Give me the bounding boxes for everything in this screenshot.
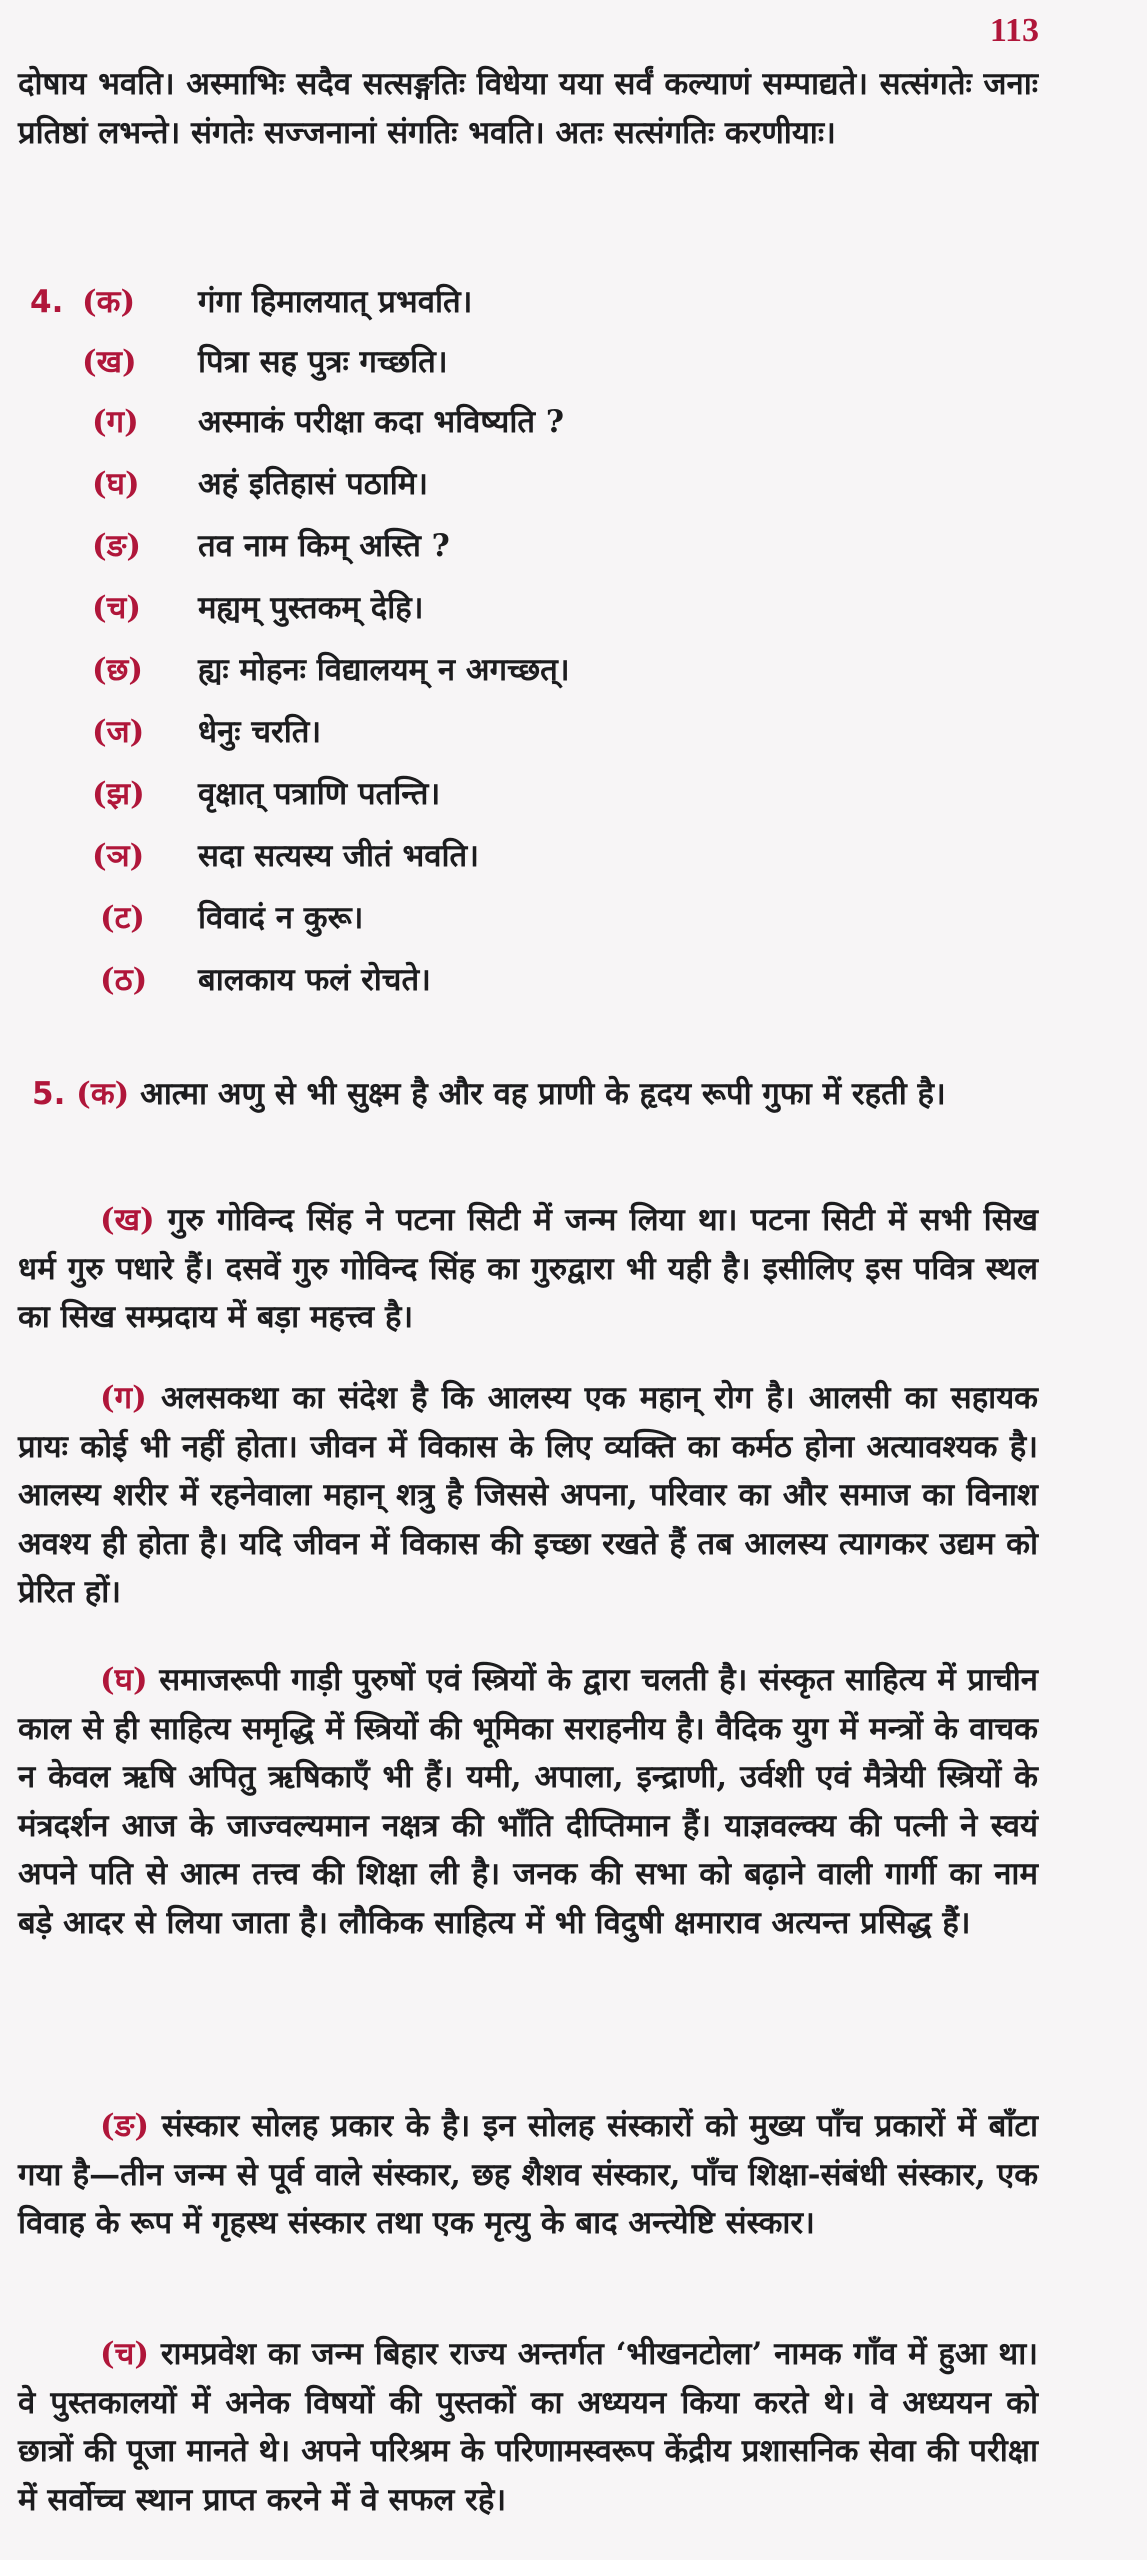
item-text: बालकाय फलं रोचते।	[198, 962, 431, 998]
item-text: मह्यम् पुस्तकम् देहि।	[198, 590, 424, 626]
page-number: 113	[989, 12, 1039, 49]
q4-item	[0, 702, 1100, 762]
q5-answer-ka	[18, 1070, 1038, 1119]
item-label: (ट)	[100, 900, 145, 936]
answer-text: समाजरूपी गाड़ी पुरुषों एवं स्त्रियों के द्वारा चलती है। संस्कृत साहित्य में प्राचीन काल से ही साहित्य समृद्धि में स्त्रियों की भूमिका सराहनीय है। वैदिक युग में मन्त्रों के वाचक न केवल ऋषि अपितु ऋषिकाएँ भी हैं। यमी, अपाला, इन्द्राणी, उर्वशी एवं मैत्रेयी स्त्रियों के मंत्रदर्शन आज के जाज्वल्यमान नक्षत्र की भाँति दीप्तिमान हैं। याज्ञवल्क्य की पत्नी ने स्वयं अपने पति से आत्म तत्त्व की शिक्षा ली है। जनक की सभा को बढ़ाने वाली गार्गी का नाम बड़े आदर से लिया जाता है। लौकिक साहित्य में भी विदुषी क्षमाराव अत्यन्त प्रसिद्ध हैं।	[18, 1662, 1038, 1941]
item-label: (झ)	[92, 776, 145, 812]
item-text: सदा सत्यस्य जीतं भवति।	[198, 838, 479, 874]
item-label: (ग)	[92, 404, 139, 440]
answer-label: (क)	[76, 1076, 130, 1112]
item-text: गंगा हिमालयात् प्रभवति।	[198, 284, 473, 320]
item-label: (ङ)	[92, 528, 142, 564]
q5-answer-kha	[18, 1196, 1038, 1342]
q5-answer-gha	[18, 1656, 1038, 1947]
answer-text: आत्मा अणु से भी सुक्ष्म है और वह प्राणी के हृदय रूपी गुफा में रहती है।	[140, 1076, 946, 1112]
item-label: (ञ)	[92, 838, 145, 874]
answer-text: गुरु गोविन्द सिंह ने पटना सिटी में जन्म लिया था। पटना सिटी में सभी सिख धर्म गुरु पधारे हैं। दसवें गुरु गोविन्द सिंह का गुरुद्वारा भी यही है। इसीलिए इस पवित्र स्थल का सिख सम्प्रदाय में बड़ा महत्त्व है।	[18, 1202, 1039, 1335]
item-label: (ख)	[82, 344, 137, 380]
q4-item	[0, 578, 1100, 638]
question-number: 5.	[32, 1076, 66, 1112]
q5-answer-ga	[18, 1374, 1038, 1617]
item-text: पित्रा सह पुत्रः गच्छति।	[198, 344, 448, 380]
item-text: धेनुः चरति।	[198, 714, 322, 750]
item-label: (घ)	[92, 466, 140, 502]
item-label: (ज)	[92, 714, 145, 750]
answer-text: रामप्रवेश का जन्म बिहार राज्य अन्तर्गत ‘भीखनटोला’ नामक गाँव में हुआ था। वे पुस्तकालयों में अनेक विषयों की पुस्तकों का अध्ययन किया करते थे। वे अध्ययन को छात्रों की पूजा मानते थे। अपने परिश्रम के परिणामस्वरूप केंद्रीय प्रशासनिक सेवा की परीक्षा में सर्वोच्च स्थान प्राप्त करने में वे सफल रहे।	[18, 2336, 1039, 2518]
answer-label: (ङ)	[100, 2108, 150, 2144]
q4-item	[0, 516, 1100, 576]
q4-item	[0, 332, 1100, 392]
item-label: (ठ)	[100, 962, 148, 998]
item-label: (छ)	[92, 652, 144, 688]
answer-label: (ख)	[100, 1202, 155, 1238]
q4-item	[0, 764, 1100, 824]
answer-text: अलसकथा का संदेश है कि आलस्य एक महान् रोग है। आलसी का सहायक प्रायः कोई भी नहीं होता। जीवन में विकास के लिए व्यक्ति का कर्मठ होना अत्यावश्यक है। आलस्य शरीर में रहनेवाला महान् शत्रु है जिससे अपना, परिवार का और समाज का विनाश अवश्य ही होता है। यदि जीवन में विकास की इच्छा रखते हैं तब आलस्य त्यागकर उद्यम को प्रेरित हों।	[18, 1380, 1038, 1610]
answer-label: (घ)	[100, 1662, 148, 1698]
answer-text: संस्कार सोलह प्रकार के है। इन सोलह संस्कारों को मुख्य पाँच प्रकारों में बाँटा गया है—तीन जन्म से पूर्व वाले संस्कार, छह शैशव संस्कार, पाँच शिक्षा-संबंधी संस्कार, एक विवाह के रूप में गृहस्थ संस्कार तथा एक मृत्यु के बाद अन्त्येष्टि संस्कार।	[18, 2108, 1038, 2241]
answer-label: (ग)	[100, 1380, 147, 1416]
item-text: ह्यः मोहनः विद्यालयम् न अगच्छत्।	[198, 652, 570, 688]
answer-label: (च)	[100, 2336, 150, 2372]
q4-item	[0, 888, 1100, 948]
item-label: (च)	[92, 590, 142, 626]
item-text: वृक्षात् पत्राणि पतन्ति।	[198, 776, 441, 812]
item-text: अहं इतिहासं पठामि।	[198, 466, 429, 502]
item-text: अस्माकं परीक्षा कदा भविष्यति ?	[198, 404, 565, 440]
item-text: तव नाम किम् अस्ति ?	[198, 528, 450, 564]
item-label: (क)	[82, 284, 136, 320]
q4-item	[0, 950, 1100, 1010]
intro-paragraph: दोषाय भवति। अस्माभिः सदैव सत्सङ्गतिः विधेया यया सर्वं कल्याणं सम्पाद्यते। सत्संगतेः जनाः प्रतिष्ठां लभन्ते। संगतेः सज्जनानां संगतिः भवति। अतः सत्संगतिः करणीयाः।	[18, 66, 1038, 151]
q5-answer-cha	[18, 2330, 1038, 2524]
item-text: विवादं न कुरू।	[198, 900, 364, 936]
question-number: 4.	[30, 284, 64, 320]
q4-item	[0, 640, 1100, 700]
q5-answer-nga	[18, 2102, 1038, 2248]
q4-item	[0, 454, 1100, 514]
q4-item	[0, 272, 1100, 332]
q4-item	[0, 826, 1100, 886]
q4-item	[0, 392, 1100, 452]
